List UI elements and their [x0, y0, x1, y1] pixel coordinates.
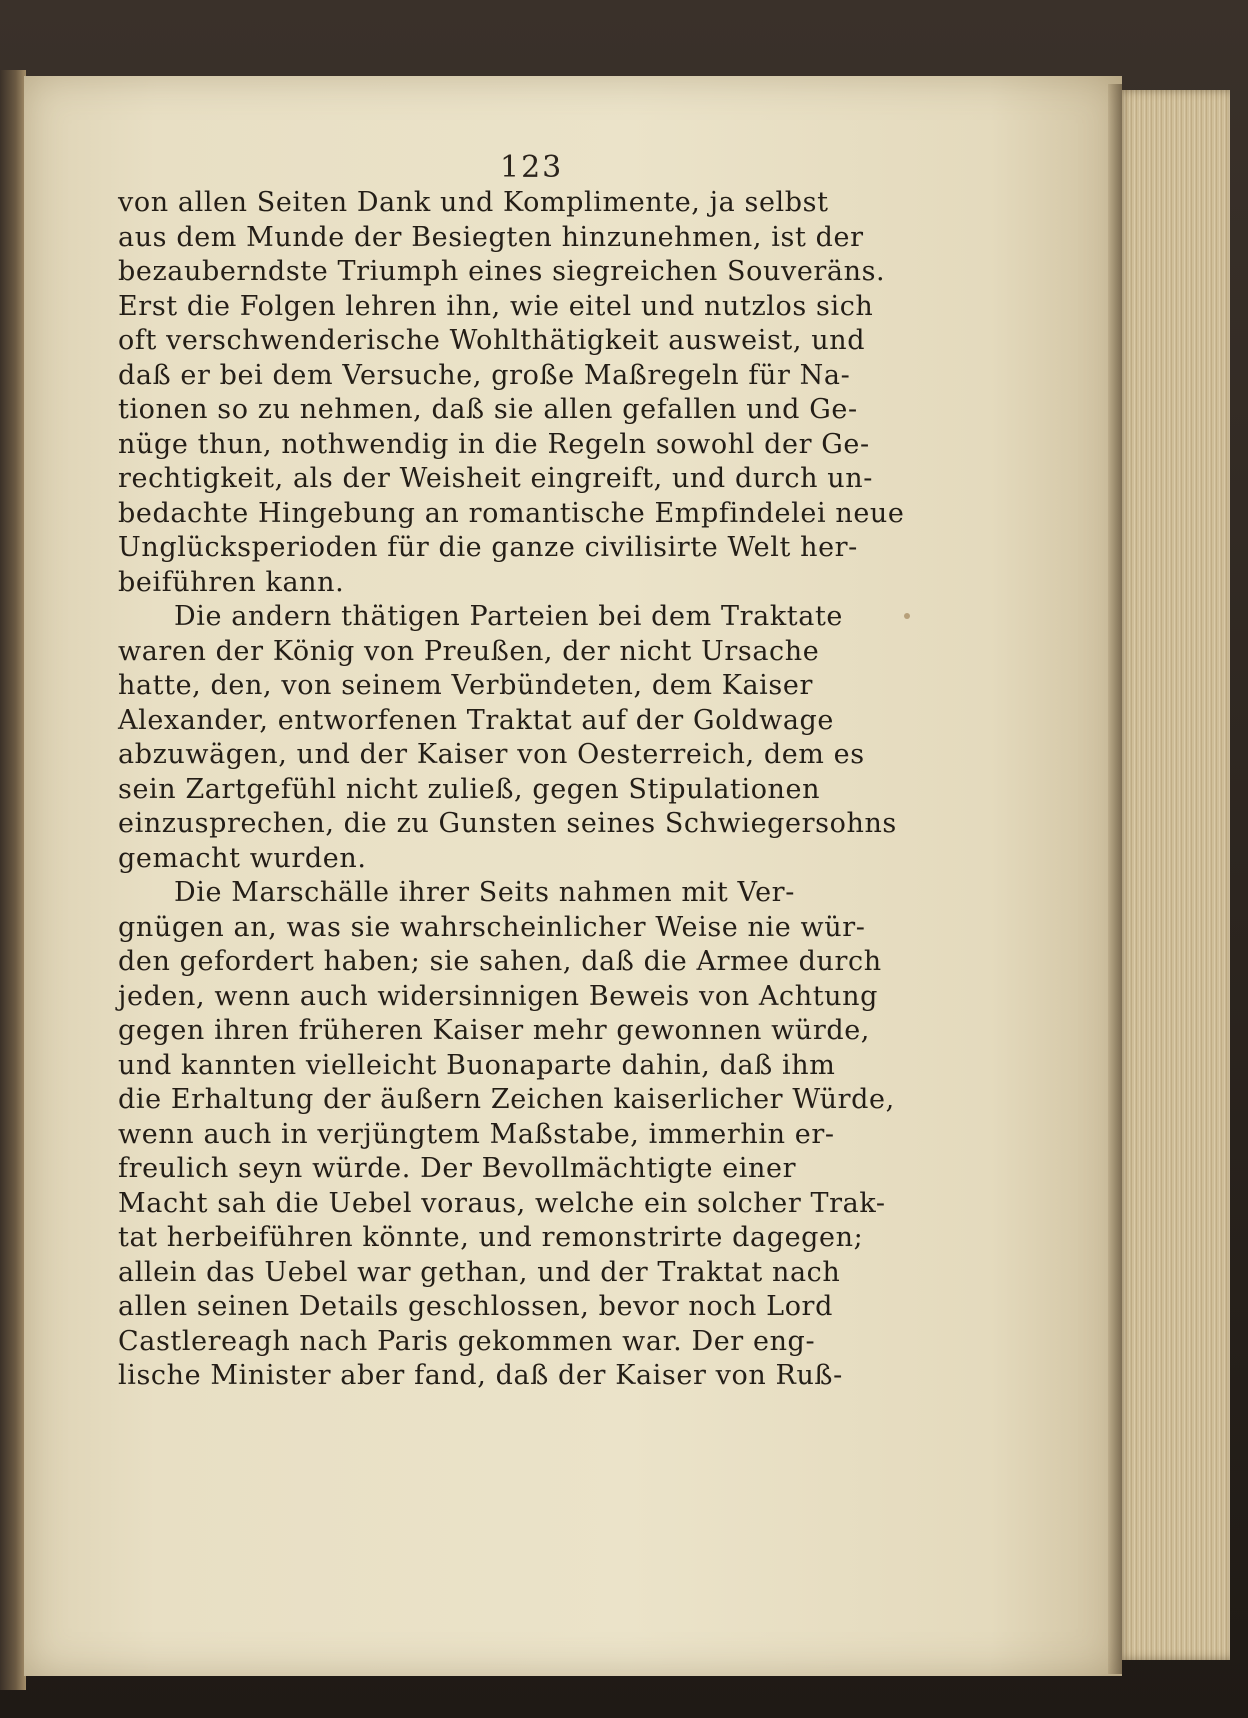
paper-spot	[904, 613, 910, 619]
text-line: und kannten vielleicht Buonaparte dahin, daß ihm	[118, 1049, 836, 1081]
text-line: bedachte Hingebung an romantische Empfindelei neue	[118, 497, 905, 529]
text-line: Macht sah die Uebel voraus, welche ein solcher Trak-	[118, 1187, 886, 1219]
page-stack-edge	[1118, 90, 1230, 1660]
text-line: abzuwägen, und der Kaiser von Oesterreich, dem es	[118, 739, 865, 770]
text-line: gegen ihren früheren Kaiser mehr gewonnen würde,	[118, 1015, 870, 1046]
text-line: oft verschwenderische Wohlthätigkeit ausweist, und	[118, 325, 866, 356]
paragraph-start-line: Die Marschälle ihrer Seits nahmen mit Ver-	[174, 877, 795, 908]
text-line: bezauberndste Triumph eines siegreichen Souveräns.	[118, 256, 886, 287]
paragraph-start-line: Die andern thätigen Parteien bei dem Traktate	[174, 601, 843, 632]
text-line: Erst die Folgen lehren ihn, wie eitel und nutzlos sich	[118, 290, 874, 322]
text-line: sein Zartgefühl nicht zuließ, gegen Stipulationen	[118, 773, 821, 805]
text-line: jeden, wenn auch widersinnigen Beweis von Achtung	[118, 980, 879, 1012]
text-line: gemacht wurden.	[118, 842, 367, 874]
body-text	[118, 186, 905, 1394]
binding-edge	[0, 70, 26, 1690]
text-line: gnügen an, was sie wahrscheinlicher Weise nie wür-	[118, 911, 866, 943]
text-line: einzusprechen, die zu Gunsten seines Schwiegersohns	[118, 808, 897, 839]
text-line: den gefordert haben; sie sahen, daß die Armee durch	[118, 946, 882, 977]
text-line: hatte, den, von seinem Verbündeten, dem Kaiser	[118, 670, 813, 701]
text-line: freulich seyn würde. Der Bevollmächtigte einer	[118, 1153, 797, 1184]
gutter-shadow	[1108, 84, 1122, 1674]
text-line: tat herbeiführen könnte, und remonstrirte dagegen;	[118, 1222, 864, 1253]
text-line: daß er bei dem Versuche, große Maßregeln für Na-	[118, 359, 851, 391]
text-line: Castlereagh nach Paris gekommen war. Der eng-	[118, 1325, 816, 1357]
text-line: Alexander, entworfenen Traktat auf der Goldwage	[118, 704, 834, 736]
text-line: tionen so zu nehmen, daß sie allen gefallen und Ge-	[118, 394, 858, 425]
text-line: von allen Seiten Dank und Komplimente, ja selbst	[118, 187, 829, 218]
text-line: beiführen kann.	[118, 566, 345, 598]
text-line: lische Minister aber fand, daß der Kaiser von Ruß-	[118, 1360, 843, 1391]
page-number: 123	[500, 150, 564, 185]
text-line: allein das Uebel war gethan, und der Traktat nach	[118, 1256, 841, 1288]
text-line: aus dem Munde der Besiegten hinzunehmen, ist der	[118, 221, 864, 253]
text-line: rechtigkeit, als der Weisheit eingreift, und durch un-	[118, 463, 873, 494]
text-line: Unglücksperioden für die ganze civilisirte Welt her-	[118, 532, 858, 563]
text-line: nüge thun, nothwendig in die Regeln sowohl der Ge-	[118, 428, 870, 460]
text-line: waren der König von Preußen, der nicht Ursache	[118, 635, 820, 667]
text-line: allen seinen Details geschlossen, bevor noch Lord	[118, 1291, 833, 1322]
text-line: die Erhaltung der äußern Zeichen kaiserlicher Würde,	[118, 1084, 895, 1115]
text-line: wenn auch in verjüngtem Maßstabe, immerhin er-	[118, 1118, 835, 1150]
